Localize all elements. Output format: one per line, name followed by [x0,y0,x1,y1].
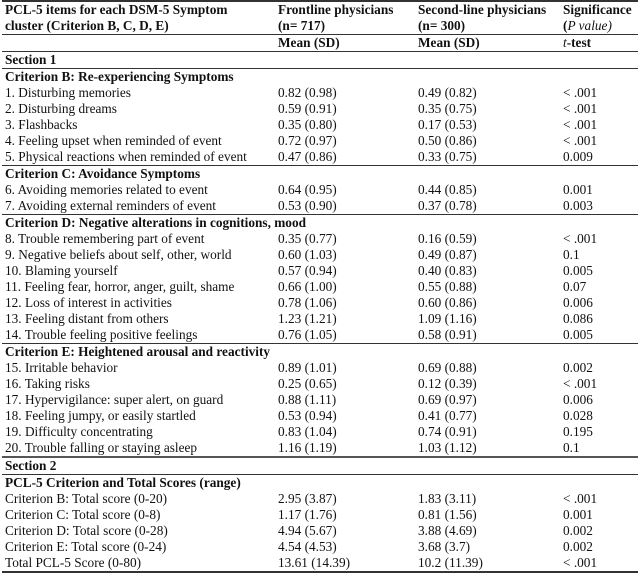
frontline-mean-sd: 0.59 (0.91) [278,101,337,116]
frontline-mean-sd: 0.66 (1.00) [278,279,337,294]
frontline-mean-sd: 0.35 (0.80) [278,117,337,132]
frontline-mean-sd: 1.17 (1.76) [278,507,337,522]
p-value: 0.002 [563,360,593,375]
frontline-mean-sd: 0.78 (1.06) [278,295,337,310]
second-line-mean-sd: 0.40 (0.83) [418,263,477,278]
group-title: Criterion B: Re-experiencing Symptoms [2,69,638,86]
second-line-mean-sd: 0.74 (0.91) [418,424,477,439]
item-label: 16. Taking risks [5,376,90,391]
item-label: 13. Feeling distant from others [5,311,169,326]
second-line-mean-sd: 0.49 (0.82) [418,85,477,100]
item-label: Total PCL-5 Score (0-80) [2,555,275,572]
table-row [2,360,638,376]
subheader-row [2,35,638,52]
p-value: 0.005 [563,327,593,342]
table-row [2,523,638,539]
table-row [2,295,638,311]
item-label: 20. Trouble falling or staying asleep [5,440,198,455]
table-row [2,117,638,133]
header-second-line-n: (n= 300) [418,18,466,33]
item-label: 19. Difficulty concentrating [5,424,153,439]
second-line-mean-sd: 0.12 (0.39) [418,376,477,391]
item-label: 4. Feeling upset when reminded of event [5,133,222,148]
second-line-mean-sd: 0.35 (0.75) [418,101,477,116]
table-row [2,424,638,440]
frontline-mean-sd: 0.76 (1.05) [278,327,337,342]
p-value: < .001 [563,231,598,246]
header-pvalue: (P value) [563,18,612,33]
second-line-mean-sd: 0.44 (0.85) [418,182,477,197]
header-row [2,18,638,35]
item-label: Criterion E: Total score (0-24) [5,539,167,554]
p-value: 0.001 [563,182,593,197]
p-value: 0.009 [563,149,593,164]
frontline-mean-sd: 0.60 (1.03) [278,247,337,262]
second-line-mean-sd: 0.58 (0.91) [418,327,477,342]
frontline-mean-sd: 0.57 (0.94) [278,263,337,278]
group-row [2,475,638,492]
p-value: 0.002 [563,523,593,538]
table-row [2,555,638,572]
frontline-mean-sd: 0.47 (0.86) [278,149,337,164]
frontline-mean-sd: 0.83 (1.04) [278,424,337,439]
second-line-mean-sd: 0.55 (0.88) [418,279,477,294]
second-line-mean-sd: 0.69 (0.97) [418,392,477,407]
header-item-label: cluster (Criterion B, C, D, E) [5,18,169,33]
frontline-mean-sd: 1.23 (1.21) [278,311,337,326]
second-line-mean-sd: 0.41 (0.77) [418,408,477,423]
item-label: 7. Avoiding external reminders of event [5,198,216,213]
item-label: 10. Blaming yourself [5,263,118,278]
frontline-mean-sd: 0.82 (0.98) [278,85,337,100]
frontline-mean-sd: 0.35 (0.77) [278,231,337,246]
subheader-cell [2,35,275,52]
p-value: < .001 [563,117,598,132]
header-second-line: Second-line physicians [415,1,560,18]
group-title: Criterion E: Heightened arousal and reactivity [2,344,638,361]
p-value: < .001 [563,85,598,100]
group-row [2,166,638,183]
p-value: 0.003 [563,198,593,213]
table-row [2,507,638,523]
item-label: 6. Avoiding memories related to event [5,182,208,197]
second-line-mean-sd: 3.88 (4.69) [418,523,477,538]
frontline-mean-sd: 0.64 (0.95) [278,182,337,197]
p-value: 0.006 [563,295,593,310]
p-value: 0.002 [563,539,593,554]
p-value: 0.001 [563,507,593,522]
frontline-mean-sd: 1.16 (1.19) [278,440,337,455]
p-value: 0.086 [563,311,593,326]
group-title: Criterion C: Avoidance Symptoms [2,166,638,183]
second-line-mean-sd: 1.09 (1.16) [418,311,477,326]
item-label: 11. Feeling fear, horror, anger, guilt, shame [5,279,235,294]
p-value: 0.028 [563,408,593,423]
item-label: 5. Physical reactions when reminded of event [5,149,247,164]
table-row [2,149,638,166]
table-row [2,408,638,424]
second-line-mean-sd: 1.03 (1.12) [418,440,477,455]
frontline-mean-sd: 4.54 (4.53) [278,539,337,554]
second-line-mean-sd: 1.83 (3.11) [418,491,477,506]
pcl5-results-table [2,0,638,573]
table-row [2,440,638,457]
item-label: 17. Hypervigilance: super alert, on guard [5,392,224,407]
item-label: Criterion C: Total score (0-8) [5,507,161,522]
frontline-mean-sd: 2.95 (3.87) [278,491,337,506]
section-row [2,52,638,69]
frontline-mean-sd: 0.88 (1.11) [278,392,337,407]
header-frontline: Frontline physicians [275,1,415,18]
p-value: < .001 [563,491,598,506]
group-row [2,344,638,361]
second-line-mean-sd: 0.50 (0.86) [418,133,477,148]
p-value: < .001 [560,555,638,572]
item-label: Criterion D: Total score (0-28) [5,523,168,538]
p-value: 0.1 [563,440,580,455]
t-label: t [563,35,567,50]
frontline-mean-sd: 0.53 (0.94) [278,408,337,423]
subheader-ttest: t-test [560,35,638,52]
item-label: 3. Flashbacks [5,117,78,132]
table-row [2,101,638,117]
table-row [2,133,638,149]
item-label: 15. Irritable behavior [5,360,118,375]
table-row [2,491,638,507]
group-row [2,69,638,86]
item-label: Criterion B: Total score (0-20) [5,491,168,506]
table-body [2,1,638,572]
group-title: Criterion D: Negative alterations in cognitions, mood [2,215,638,232]
second-line-mean-sd: 0.33 (0.75) [418,149,477,164]
table-row [2,231,638,247]
table-row [2,392,638,408]
table-row [2,182,638,198]
item-label: 18. Feeling jumpy, or easily startled [5,408,196,423]
section-title: Section 1 [2,52,638,69]
second-line-mean-sd: 0.69 (0.88) [418,360,477,375]
item-label: 8. Trouble remembering part of event [5,231,205,246]
second-line-mean-sd: 0.16 (0.59) [418,231,477,246]
p-value: 0.1 [563,247,580,262]
p-value: 0.005 [563,263,593,278]
p-value: < .001 [563,101,598,116]
item-label: 1. Disturbing memories [5,85,131,100]
p-value: 0.195 [563,424,593,439]
header-frontline-n: (n= 717) [278,18,326,33]
table-row [2,311,638,327]
table-row [2,198,638,215]
item-label: 14. Trouble feeling positive feelings [5,327,198,342]
table-row [2,539,638,555]
p-value-label: P value) [567,18,612,33]
table-row [2,327,638,344]
p-value: < .001 [563,133,598,148]
item-label: 12. Loss of interest in activities [5,295,172,310]
second-line-mean-sd: 0.81 (1.56) [418,507,477,522]
second-line-mean-sd: 10.2 (11.39) [415,555,560,572]
table-row [2,247,638,263]
frontline-mean-sd: 13.61 (14.39) [275,555,415,572]
frontline-mean-sd: 0.89 (1.01) [278,360,337,375]
table-row [2,376,638,392]
subheader-cell: Mean (SD) [275,35,415,52]
table-row [2,279,638,295]
frontline-mean-sd: 0.25 (0.65) [278,376,337,391]
header-significance: Significance [560,1,638,18]
header-item-label: PCL-5 items for each DSM-5 Symptom [2,1,275,18]
second-line-mean-sd: 3.68 (3.7) [418,539,471,554]
frontline-mean-sd: 0.72 (0.97) [278,133,337,148]
table-row [2,85,638,101]
item-label: 2. Disturbing dreams [5,101,117,116]
group-title: PCL-5 Criterion and Total Scores (range) [2,475,638,492]
p-value: 0.07 [563,279,587,294]
subheader-cell: Mean (SD) [415,35,560,52]
second-line-mean-sd: 0.49 (0.87) [418,247,477,262]
header-row [2,1,638,18]
table-row [2,263,638,279]
p-value: < .001 [563,376,598,391]
frontline-mean-sd: 4.94 (5.67) [278,523,337,538]
p-value: 0.006 [563,392,593,407]
second-line-mean-sd: 0.17 (0.53) [418,117,477,132]
section-row [2,457,638,475]
frontline-mean-sd: 0.53 (0.90) [278,198,337,213]
group-row [2,215,638,232]
section-title: Section 2 [2,457,638,475]
second-line-mean-sd: 0.60 (0.86) [418,295,477,310]
second-line-mean-sd: 0.37 (0.78) [418,198,477,213]
item-label: 9. Negative beliefs about self, other, world [5,247,232,262]
